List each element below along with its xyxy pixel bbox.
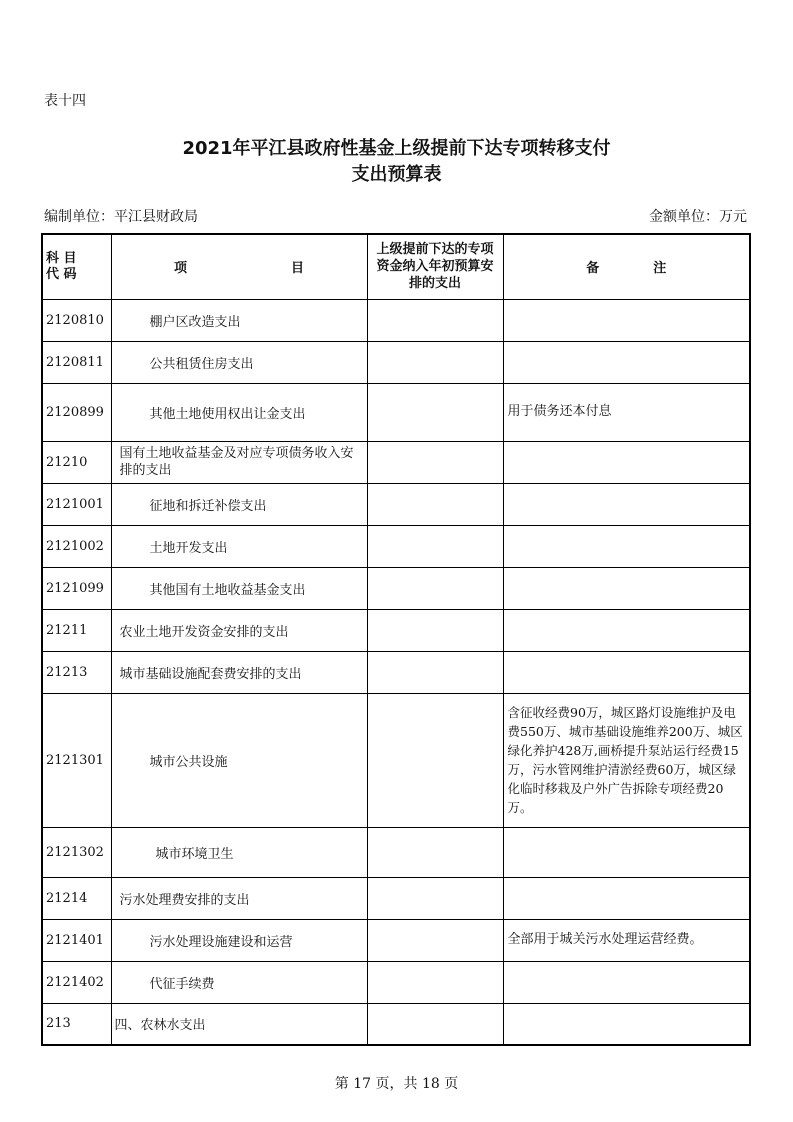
row-code: 21210 [42,441,111,483]
row-code: 21213 [42,651,111,693]
row-amount [367,651,503,693]
row-note [503,299,750,341]
table-row [42,609,750,651]
row-note [503,961,750,1003]
table-row [42,693,750,827]
row-code: 21214 [42,877,111,919]
table-row [42,483,750,525]
row-amount [367,1003,503,1045]
row-note [503,877,750,919]
row-amount [367,483,503,525]
row-amount [367,567,503,609]
table-row [42,961,750,1003]
row-code: 21211 [42,609,111,651]
amount-unit: 金额单位：万元 [649,209,747,225]
table-row [42,877,750,919]
row-amount [367,383,503,441]
table-header-row [42,234,750,299]
table-row [42,567,750,609]
page-subtitle: 支出预算表 [351,164,442,185]
row-amount [367,693,503,827]
table-row [42,1003,750,1045]
row-code: 2121301 [42,693,111,827]
row-item: 土地开发支出 [111,525,367,567]
row-code: 2121002 [42,525,111,567]
header-code-line2: 代 码 [46,266,77,282]
table-row [42,341,750,383]
row-note: 全部用于城关污水处理运营经费。 [503,919,750,961]
header-item [111,234,367,299]
row-code: 213 [42,1003,111,1045]
table-row [42,441,750,483]
row-item: 代征手续费 [111,961,367,1003]
table-row [42,299,750,341]
row-amount [367,827,503,877]
row-item: 其他国有土地收益基金支出 [111,567,367,609]
row-note [503,341,750,383]
row-item: 城市公共设施 [111,693,367,827]
table-row [42,383,750,441]
row-code: 2120811 [42,341,111,383]
row-code: 2121001 [42,483,111,525]
row-item: 公共租赁住房支出 [111,341,367,383]
row-amount [367,441,503,483]
table-row [42,525,750,567]
budget-table [41,233,751,1046]
row-item: 污水处理费安排的支出 [111,877,367,919]
row-note: 用于债务还本付息 [503,383,750,441]
row-item: 污水处理设施建设和运营 [111,919,367,961]
row-code: 2120810 [42,299,111,341]
row-code: 2121099 [42,567,111,609]
row-item: 农业土地开发资金安排的支出 [111,609,367,651]
compiling-unit: 编制单位：平江县财政局 [44,209,198,225]
header-amount: 上级提前下达的专项资金纳入年初预算安排的支出 [367,234,503,299]
row-code: 2121302 [42,827,111,877]
table-number: 表十四 [44,93,86,109]
row-note [503,525,750,567]
row-amount [367,299,503,341]
header-item-label: 项 目 [174,261,304,277]
row-item: 四、农林水支出 [111,1003,367,1045]
header-note-label: 备 注 [586,261,667,277]
header-note [503,234,750,299]
row-code: 2121402 [42,961,111,1003]
row-code: 2121401 [42,919,111,961]
row-amount [367,609,503,651]
row-amount [367,961,503,1003]
table-row [42,651,750,693]
header-code-line1: 科 目 [46,250,77,266]
row-item: 其他土地使用权出让金支出 [111,383,367,441]
header-code [42,234,111,299]
row-note [503,567,750,609]
row-note [503,609,750,651]
row-note [503,483,750,525]
row-item: 棚户区改造支出 [111,299,367,341]
row-note [503,441,750,483]
table-row [42,919,750,961]
row-note: 含征收经费90万，城区路灯设施维护及电费550万、城市基础设施维养200万、城区绿化养护428万,画桥提升泵站运行经费15万，污水管网维护清淤经费60万，城区绿化临时移栽及户外广告拆除专项经费20万。 [503,693,750,827]
row-note [503,827,750,877]
row-item: 国有土地收益基金及对应专项债务收入安排的支出 [111,441,367,483]
row-item: 城市环境卫生 [111,827,367,877]
table-row [42,827,750,877]
row-amount [367,341,503,383]
row-amount [367,525,503,567]
row-amount [367,919,503,961]
row-note [503,1003,750,1045]
row-item: 城市基础设施配套费安排的支出 [111,651,367,693]
row-code: 2120899 [42,383,111,441]
page-footer: 第 17 页，共 18 页 [334,1076,459,1092]
row-item: 征地和拆迁补偿支出 [111,483,367,525]
page-title: 2021年平江县政府性基金上级提前下达专项转移支付 [182,138,611,159]
row-note [503,651,750,693]
row-amount [367,877,503,919]
